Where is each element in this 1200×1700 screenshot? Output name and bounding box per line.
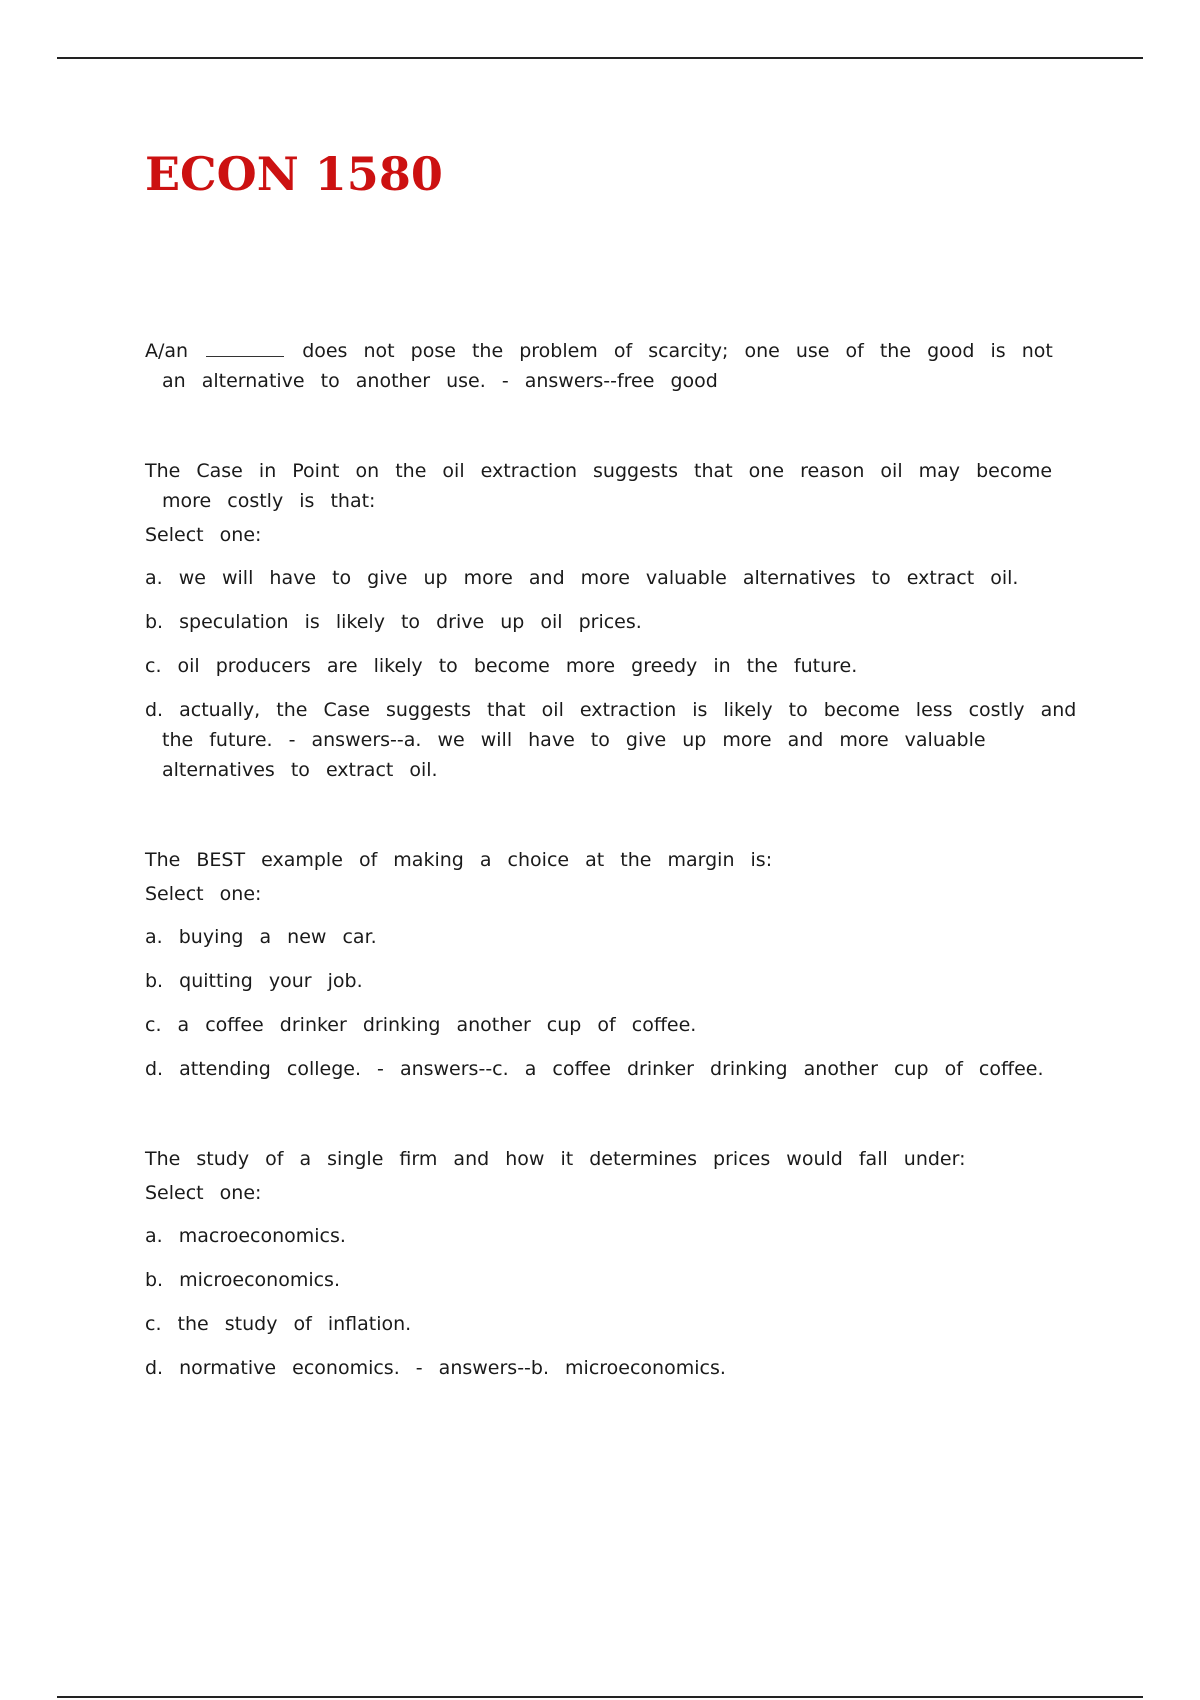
- question-text: The study of a single firm and how it determines prices would fall under:: [145, 1148, 966, 1170]
- question-text: [145, 336, 1085, 396]
- option-c: c. the study of inflation.: [145, 1313, 412, 1335]
- question-1: [145, 336, 1085, 396]
- question-4: [145, 1144, 1085, 1383]
- option-d: d. normative economics. - answers--b. microeconomics.: [145, 1357, 726, 1379]
- option-a: a. buying a new car.: [145, 926, 377, 948]
- page-title: ECON 1580: [145, 147, 443, 201]
- option-b: b. quitting your job.: [145, 970, 363, 992]
- select-one-label: Select one:: [145, 524, 262, 546]
- question-text: The BEST example of making a choice at the margin is:: [145, 849, 773, 871]
- fill-in-blank: [206, 338, 284, 357]
- question-text-start: A/an: [145, 340, 189, 362]
- bottom-rule: [57, 1696, 1143, 1698]
- question-text-end: does not pose the problem of scarcity; one use of the good is not an alternative to another use. - answers--free good: [162, 340, 1053, 392]
- question-3: [145, 845, 1085, 1084]
- option-a: a. we will have to give up more and more valuable alternatives to extract oil.: [145, 567, 1019, 589]
- option-d: d. actually, the Case suggests that oil extraction is likely to become less costly and the future. - answers--a. we will have to give up more and more valuable alternatives to extract oil.: [145, 699, 1077, 781]
- option-d: d. attending college. - answers--c. a coffee drinker drinking another cup of coffee.: [145, 1058, 1044, 1080]
- top-rule: [57, 57, 1143, 59]
- option-b: b. microeconomics.: [145, 1269, 340, 1291]
- option-a: a. macroeconomics.: [145, 1225, 346, 1247]
- question-list: [145, 336, 1085, 1443]
- question-2: [145, 456, 1085, 785]
- option-c: c. oil producers are likely to become more greedy in the future.: [145, 655, 858, 677]
- select-one-label: Select one:: [145, 883, 262, 905]
- option-c: c. a coffee drinker drinking another cup of coffee.: [145, 1014, 697, 1036]
- question-text: The Case in Point on the oil extraction suggests that one reason oil may become more costly is that:: [145, 460, 1053, 512]
- select-one-label: Select one:: [145, 1182, 262, 1204]
- option-b: b. speculation is likely to drive up oil prices.: [145, 611, 642, 633]
